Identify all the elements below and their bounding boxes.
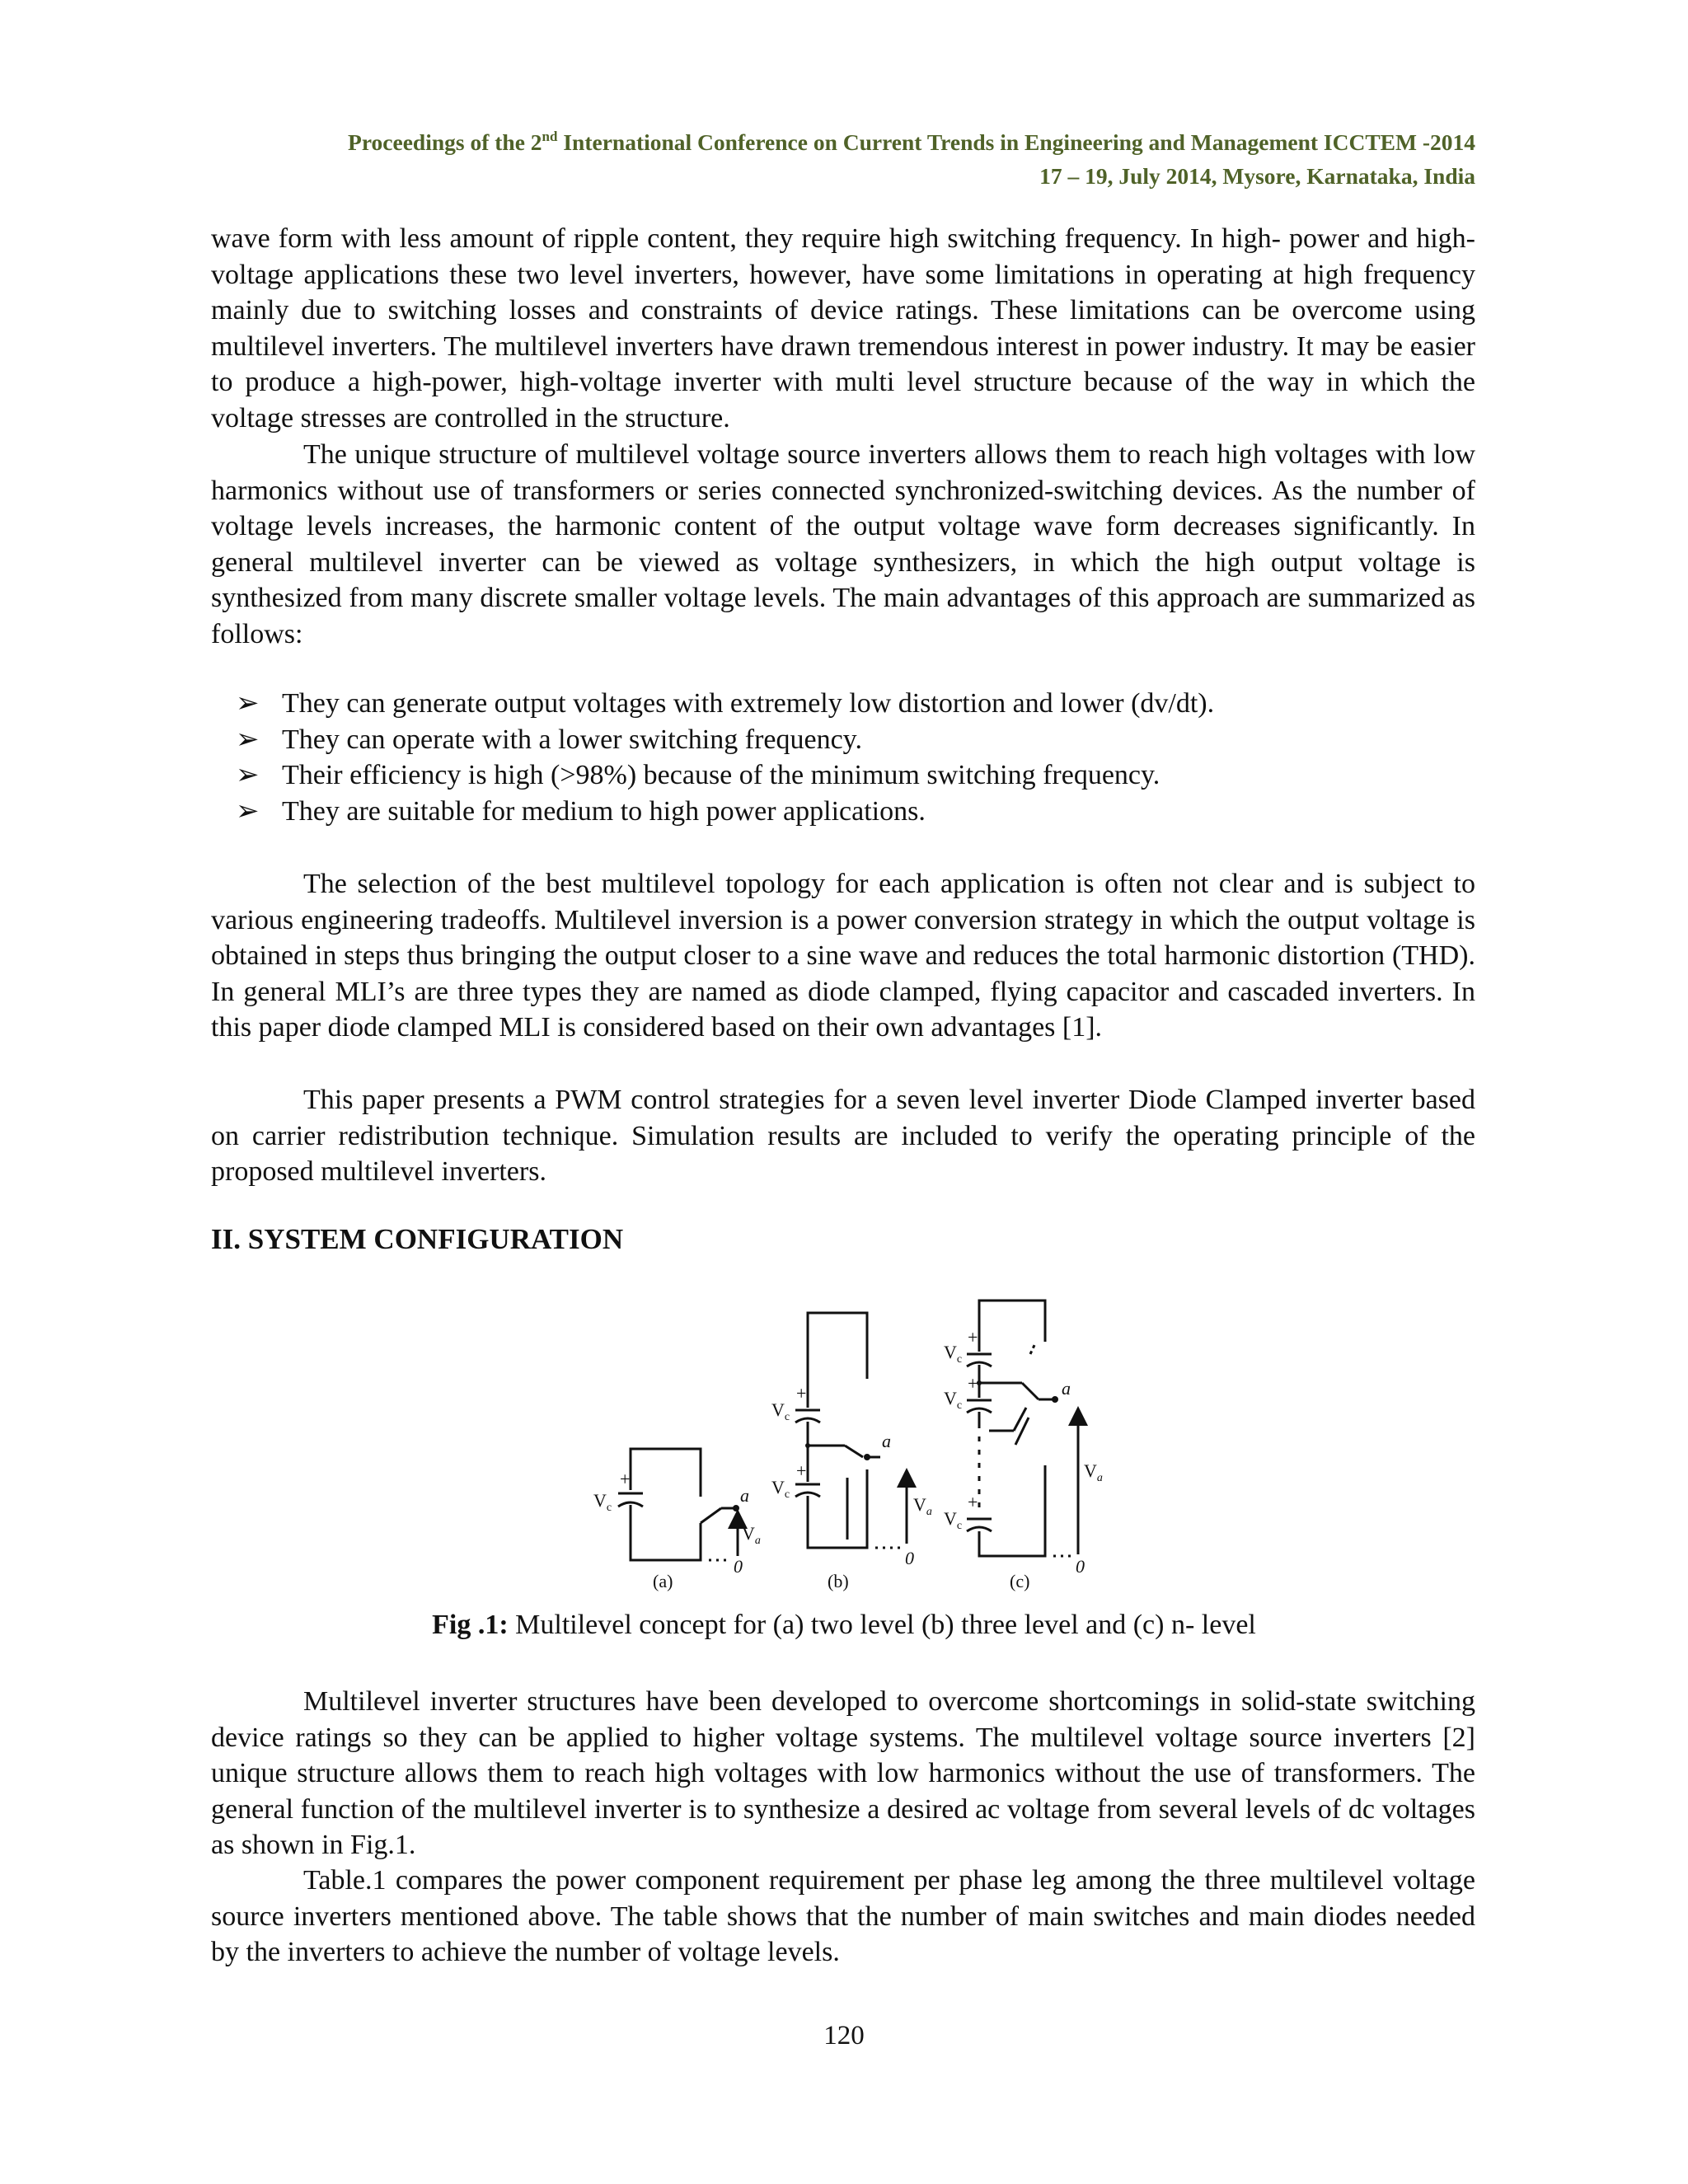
paragraph-paper-overview: This paper presents a PWM control strategies for a seven level inverter Diode Clamped inverter based on carrier redistribution technique. Simulation results are included to verify the operating principle of the proposed multilevel inverters.: [211, 1085, 1475, 1187]
circuit-c: [967, 1301, 1078, 1556]
svg-text:Vc: $V_c$: [944, 1342, 963, 1366]
arrow-bullet-icon: ➢: [236, 760, 260, 790]
svg-text:Va: $V_a$: [1084, 1460, 1103, 1484]
svg-text:0: 0: [905, 1548, 914, 1568]
svg-text:Vc: $V_c$: [944, 1388, 963, 1412]
paragraph-intro-continued: wave form with less amount of ripple content, they require high switching frequency. In high- power and high-voltage applications these two level inverters, however, have some limitations in operating at high frequency mainly due to switching losses and constraints of device ratings. These limitations can be overcome using multilevel inverters. The multilevel inverters have drawn tremendous interest in power industry. It may be easier to produce a high-power, high-voltage inverter with multi level structure because of the way in which the voltage stresses are controlled in the structure.: [211, 223, 1475, 434]
figure-multilevel-concept: [577, 1292, 1104, 1597]
svg-text:0: 0: [734, 1556, 743, 1577]
svg-text:+: +: [968, 1327, 978, 1347]
conference-header: [348, 125, 1475, 193]
list-item: ➢ They can operate with a lower switching frequency.: [211, 722, 1475, 758]
svg-text:Vc: $V_c$: [771, 1399, 790, 1423]
header-line-2: 17 – 19, July 2014, Mysore, Karnataka, India: [1039, 163, 1475, 189]
svg-text:Va: $V_a$: [742, 1523, 761, 1547]
figure-caption: Fig .1: Multilevel concept for (a) two level (b) three level and (c) n- level: [432, 1610, 1256, 1640]
list-item: ➢ Their efficiency is high (>98%) because of the minimum switching frequency.: [211, 757, 1475, 794]
svg-text:+: +: [968, 1373, 978, 1394]
output-node-c: [1052, 1396, 1058, 1403]
arrow-bullet-icon: ➢: [236, 795, 260, 827]
paragraph-unique-structure: The unique structure of multilevel voltage source inverters allows them to reach high voltages with low harmonics without use of transformers or series connected synchronized-switching devices. As the number of voltage levels increases, the harmonic content of the output voltage wave form decreases significantly. In general multilevel inverter can be viewed as voltage synthesizers, in which the high output voltage is synthesized from many discrete smaller voltage levels. The main advantages of this approach are summarized as follows:: [211, 439, 1475, 649]
svg-text:Vc: $V_c$: [944, 1508, 963, 1532]
svg-text:+: +: [796, 1383, 807, 1404]
svg-text:a: a: [740, 1485, 749, 1506]
svg-text:Vc: $V_c$: [771, 1477, 790, 1501]
svg-text:+: +: [620, 1469, 631, 1489]
svg-text:a: a: [1062, 1378, 1071, 1399]
advantages-list: [211, 686, 1475, 829]
circuit-a: [618, 1449, 738, 1560]
svg-text:Vc: $V_c$: [593, 1490, 612, 1514]
page-number: 120: [823, 2021, 865, 2050]
subfigure-label-a: (a): [653, 1571, 673, 1591]
svg-text:+: +: [968, 1492, 978, 1512]
list-item: ➢ They are suitable for medium to high power applications.: [211, 794, 1475, 830]
subfigure-label-b: (b): [828, 1571, 849, 1591]
output-node-b: [864, 1454, 870, 1460]
section-heading: II. SYSTEM CONFIGURATION: [211, 1223, 624, 1255]
subfigure-label-c: (c): [1010, 1571, 1030, 1591]
paragraph-multilevel-structures: Multilevel inverter structures have been developed to overcome shortcomings in solid-state switching device ratings so they can be applied to higher voltage systems. The multilevel voltage source inverters [2] unique structure allows them to reach high voltages with low harmonics without the use of transformers. The general function of the multilevel inverter is to synthesize a desired ac voltage from several levels of dc voltages as shown in Fig.1.: [211, 1686, 1475, 1860]
header-line-1: Proceedings of the 2nd International Conference on Current Trends in Engineering and Management ICCTEM -2014: [348, 129, 1475, 155]
svg-text:0: 0: [1076, 1556, 1085, 1577]
circuit-diagram: [577, 1292, 1104, 1597]
list-item: ➢ They can generate output voltages with extremely low distortion and lower (dv/dt).: [211, 686, 1475, 722]
paragraph-table-comparison: Table.1 compares the power component requirement per phase leg among the three multilevel voltage source inverters mentioned above. The table shows that the number of main switches and main diodes needed by the inverters to achieve the number of voltage levels.: [211, 1865, 1475, 1967]
output-node-a: [733, 1505, 739, 1511]
arrow-bullet-icon: ➢: [236, 724, 260, 755]
svg-text:Va: $V_a$: [913, 1494, 932, 1518]
paragraph-topology-selection: The selection of the best multilevel topology for each application is often not clear and is subject to various engineering tradeoffs. Multilevel inversion is a power conversion strategy in which the output voltage is obtained in steps thus bringing the output closer to a sine wave and reduces the total harmonic distortion (THD). In general MLI’s are three types they are named as diode clamped, flying capacitor and cascaded inverters. In this paper diode clamped MLI is considered based on their own advantages [1].: [211, 869, 1475, 1043]
arrow-bullet-icon: ➢: [236, 688, 260, 719]
svg-text:a: a: [882, 1431, 891, 1451]
svg-text:+: +: [796, 1460, 807, 1481]
